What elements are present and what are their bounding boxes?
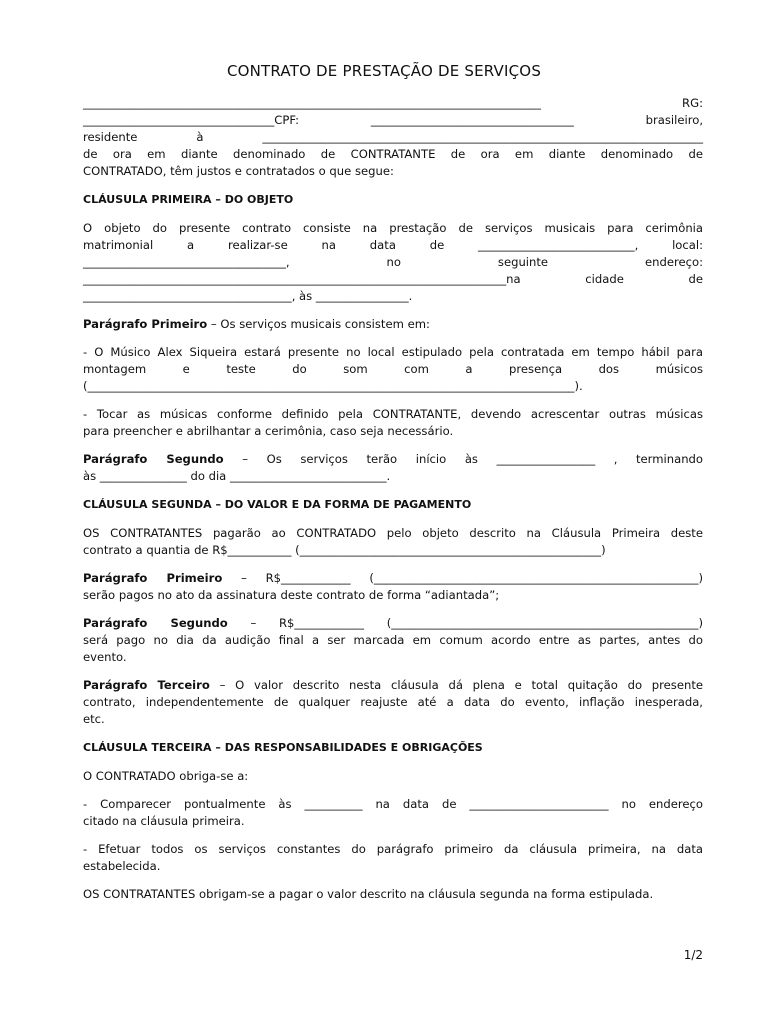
clause-heading: CLÁUSULA SEGUNDA – DO VALOR E DA FORMA DE PAGAMENTO <box>83 498 472 511</box>
party-line: CONTRATADO, têm justos e contratados o que segue: <box>83 164 394 178</box>
text-line: - Comparecer pontualmente às __________ na data de ________________________ no endereço <box>83 797 703 811</box>
paragraph-label: Parágrafo Terceiro <box>83 678 210 692</box>
paragraph-segundo <box>83 451 703 485</box>
text-line: ___________________________________, no seguinte endereço: <box>83 255 703 269</box>
clause-paragraph <box>83 220 703 305</box>
text-line <box>83 570 703 587</box>
paragraph-label: Parágrafo Segundo <box>83 452 224 466</box>
text-line: - Tocar as músicas conforme definido pela CONTRATANTE, devendo acrescentar outras músicas <box>83 407 703 421</box>
text-line: serão pagos no ato da assinatura deste contrato de forma “adiantada”; <box>83 588 500 602</box>
paragraph-text: – R$____________ (_____________________________________________________) <box>227 616 703 630</box>
text-line <box>83 677 703 694</box>
obligation-item <box>83 796 703 830</box>
paragraph-text: – R$____________ (________________________________________________________) <box>222 571 703 585</box>
paragraph-text: – Os serviços musicais consistem em: <box>207 317 430 331</box>
text-line <box>83 451 703 468</box>
party-line <box>83 112 703 129</box>
text-line: citado na cláusula primeira. <box>83 814 245 828</box>
text-line: - Efetuar todos os serviços constantes do parágrafo primeiro da cláusula primeira, na data <box>83 842 703 856</box>
document-body <box>83 95 703 914</box>
paragraph-primeiro <box>83 570 703 604</box>
text-line: - O Músico Alex Siqueira estará presente no local estipulado pela contratada em tempo hábil para <box>83 345 703 359</box>
paragraph-text: – O valor descrito nesta cláusula dá plena e total quitação do presente <box>209 678 703 692</box>
text-line: contrato, independentemente de qualquer reajuste até a data do evento, inflação inesperada, <box>83 695 703 709</box>
party-line: _______________________________________________________________________________ RG: <box>83 96 703 110</box>
text-line: _________________________________________________________________________na cidade de <box>83 272 703 286</box>
party-block <box>83 95 703 180</box>
text-line: OS CONTRATANTES pagarão ao CONTRATADO pelo objeto descrito na Cláusula Primeira deste <box>83 526 703 540</box>
text-line: ____________________________________, às ________________. <box>83 289 413 303</box>
party-line: residente à ____________________________________________________________________________ <box>83 130 703 144</box>
obligation-intro: O CONTRATADO obriga-se a: <box>83 769 249 783</box>
text-line: etc. <box>83 712 105 726</box>
clause-heading: CLÁUSULA TERCEIRA – DAS RESPONSABILIDADES E OBRIGAÇÕES <box>83 741 483 754</box>
party-cpf-blank: ___________________________________ <box>370 113 574 127</box>
paragraph-label: Parágrafo Segundo <box>83 616 228 630</box>
text-line: será pago no dia da audição final a ser marcada em comum acordo entre as partes, antes do <box>83 633 703 647</box>
clause-heading: CLÁUSULA PRIMEIRA – DO OBJETO <box>83 193 294 206</box>
text-line: O objeto do presente contrato consiste na prestação de serviços musicais para cerimônia <box>83 221 703 235</box>
party-cpf: _________________________________CPF: <box>83 113 300 127</box>
obligation-item <box>83 841 703 875</box>
document-title: CONTRATO DE PRESTAÇÃO DE SERVIÇOS <box>226 62 542 80</box>
paragraph-label: Parágrafo Primeiro <box>83 317 208 331</box>
final-paragraph: OS CONTRATANTES obrigam-se a pagar o valor descrito na cláusula segunda na forma estipulada. <box>83 887 654 901</box>
text-line <box>83 615 703 632</box>
text-line: montagem e teste do som com a presença dos músicos <box>83 362 703 376</box>
text-line: contrato a quantia de R$___________ (____________________________________________________) <box>83 543 606 557</box>
text-line: (____________________________________________________________________________________). <box>83 379 583 393</box>
paragraph-label: Parágrafo Primeiro <box>83 571 223 585</box>
service-item <box>83 344 703 395</box>
paragraph-primeiro <box>83 316 703 333</box>
text-line: estabelecida. <box>83 859 161 873</box>
text-line: às _______________ do dia ___________________________. <box>83 469 391 483</box>
text-line: matrimonial a realizar-se na data de ___________________________, local: <box>83 238 703 252</box>
service-item <box>83 406 703 440</box>
text-line: para preencher e abrilhantar a cerimônia, caso seja necessário. <box>83 424 454 438</box>
party-nationality: brasileiro, <box>645 113 703 127</box>
party-line: de ora em diante denominado de CONTRATANTE de ora em diante denominado de <box>83 147 703 161</box>
clause-paragraph <box>83 525 703 559</box>
page-number: 1/2 <box>683 948 703 962</box>
paragraph-terceiro <box>83 677 703 728</box>
paragraph-segundo <box>83 615 703 666</box>
text-line: evento. <box>83 650 127 664</box>
paragraph-text: – Os serviços terão início às _________________ , terminando <box>223 452 703 466</box>
